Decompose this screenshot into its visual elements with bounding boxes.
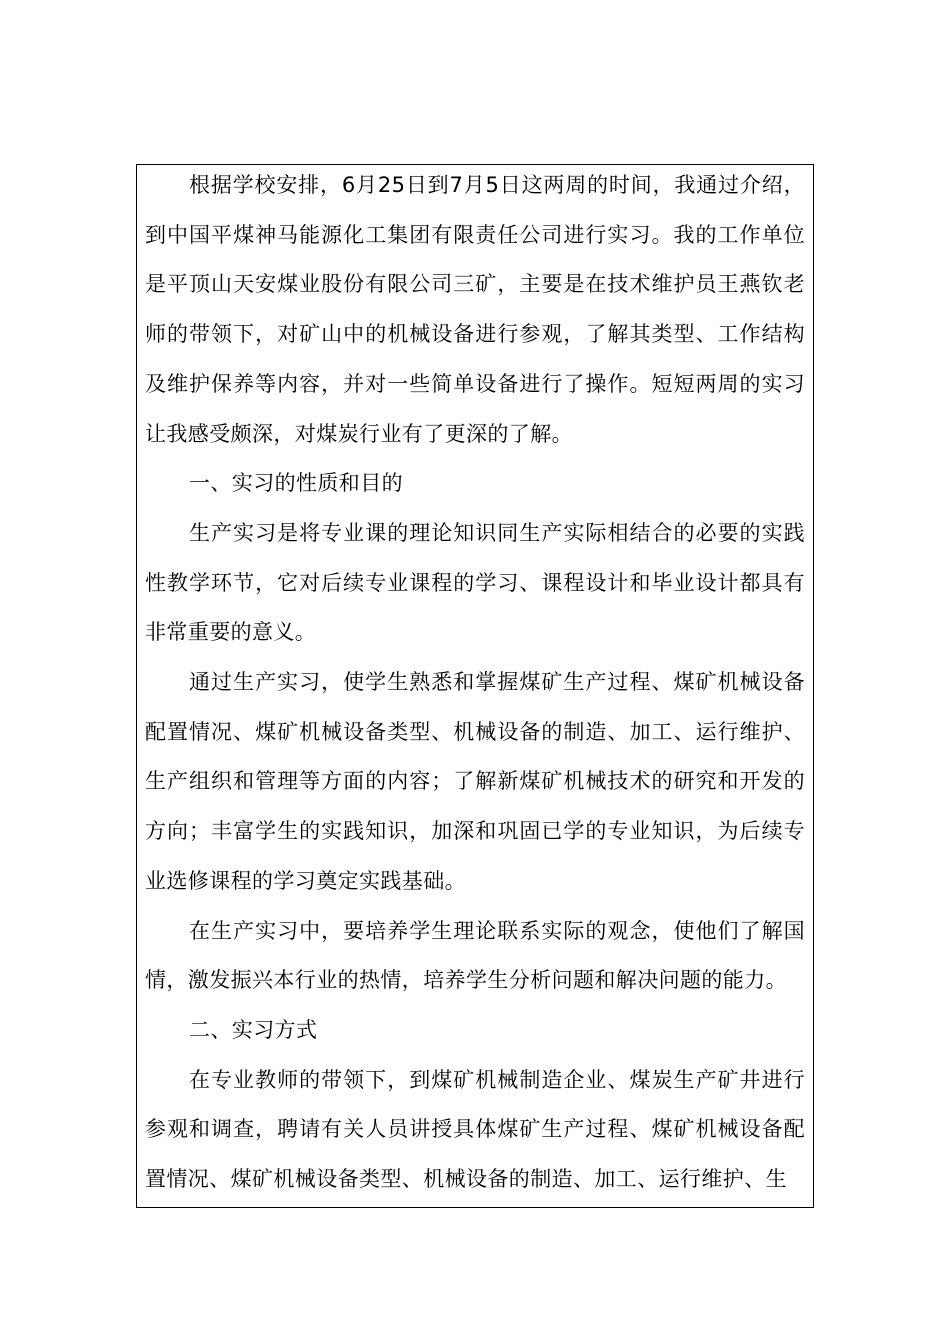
document-frame [136,164,814,1208]
paragraph-purpose-3: 在生产实习中，要培养学生理论联系实际的观念，使他们了解国情，激发振兴本行业的热情，培养学生分析问题和解决问题的能力。 [145,918,805,993]
paragraph-method: 在专业教师的带领下，到煤矿机械制造企业、煤炭生产矿井进行参观和调查，聘请有关人员讲授具体煤矿生产过程、煤矿机械设备配置情况、煤矿机械设备类型、机械设备的制造、加工、运行维护、生 [145,1067,805,1192]
section-heading-method: 二、实习方式 [189,1017,318,1042]
section-heading-nature-purpose: 一、实习的性质和目的 [189,471,403,496]
paragraph-purpose-2: 通过生产实习，使学生熟悉和掌握煤矿生产过程、煤矿机械设备配置情况、煤矿机械设备类型、机械设备的制造、加工、运行维护、生产组织和管理等方面的内容；了解新煤矿机械技术的研究和开发的方向；丰富学生的实践知识，加深和巩固已学的专业知识，为后续专业选修课程的学习奠定实践基础。 [145,670,805,893]
document-body [145,164,805,1205]
paragraph-purpose-1: 生产实习是将专业课的理论知识同生产实际相结合的必要的实践性教学环节，它对后续专业课程的学习、课程设计和毕业设计都具有非常重要的意义。 [145,520,805,645]
paragraph-intro: 根据学校安排，6月25日到7月5日这两周的时间，我通过介绍，到中国平煤神马能源化工集团有限责任公司进行实习。我的工作单位是平顶山天安煤业股份有限公司三矿，主要是在技术维护员王燕钦老师的带领下，对矿山中的机械设备进行参观，了解其类型、工作结构及维护保养等内容，并对一些简单设备进行了操作。短短两周的实习让我感受颇深，对煤炭行业有了更深的了解。 [145,173,805,446]
